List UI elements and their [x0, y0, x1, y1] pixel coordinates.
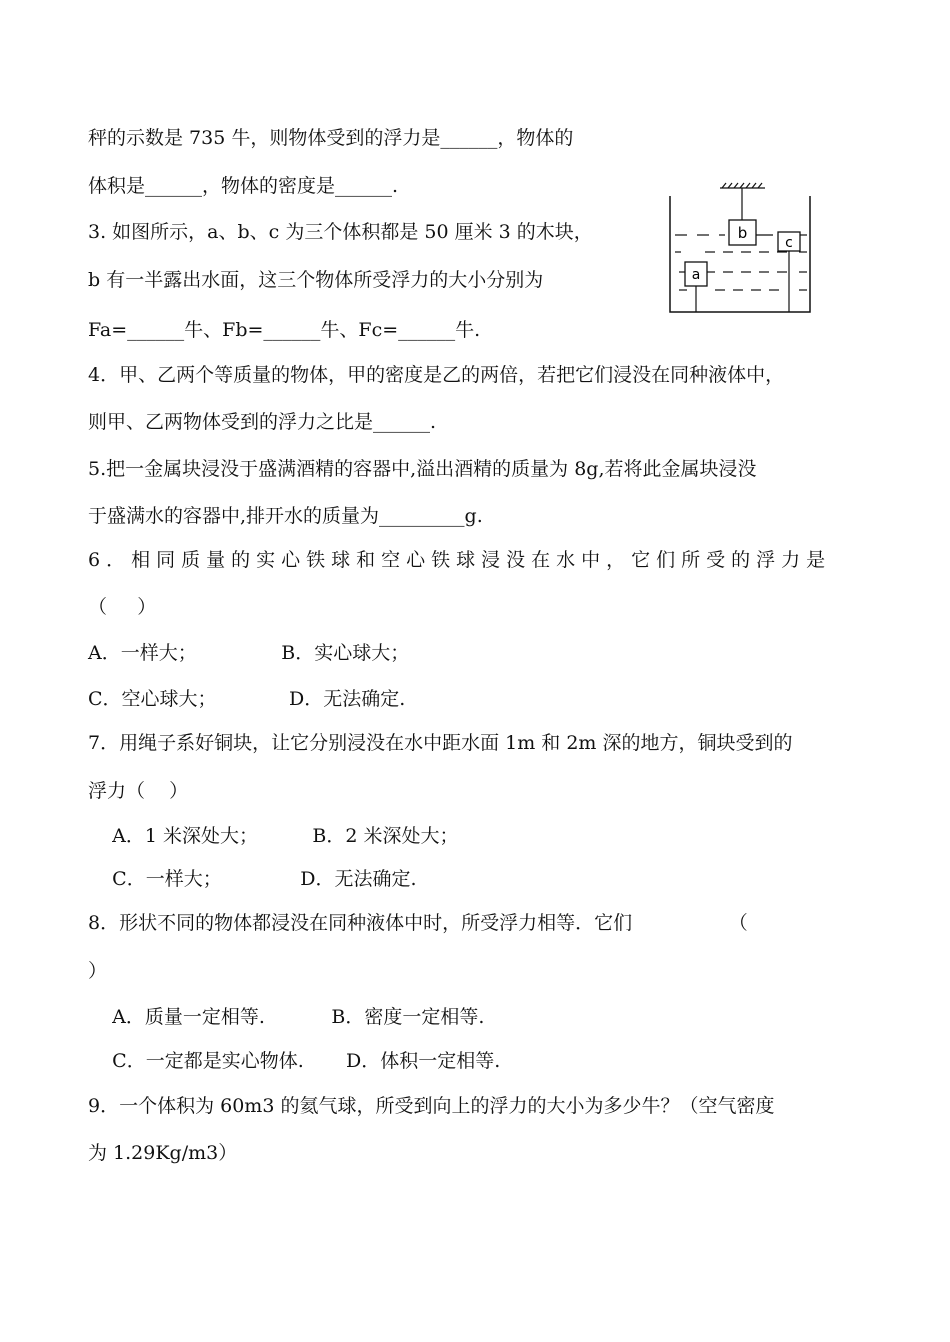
text-line: 为 1.29Kg/m3）	[88, 1142, 238, 1164]
option-line: A．质量一定相等. B．密度一定相等.	[88, 1006, 485, 1028]
text-line: b 有一半露出水面，这三个物体所受浮力的大小分别为	[88, 269, 544, 291]
question-8-line: 8．形状不同的物体都浸没在同种液体中时，所受浮力相等．它们 （	[88, 912, 748, 934]
question-6-line: 6．相同质量的实心铁球和空心铁球浸没在水中，它们所受的浮力是	[88, 549, 832, 571]
buoyancy-diagram	[665, 180, 815, 320]
text-line: 则甲、乙两物体受到的浮力之比是______.	[88, 411, 437, 433]
question-3-line: 3. 如图所示，a、b、c 为三个体积都是 50 厘米 3 的木块，	[88, 221, 593, 243]
text-line: ）	[88, 960, 108, 982]
option-line: C．一样大； D．无法确定.	[88, 868, 417, 890]
option-line: A．1 米深处大； B．2 米深处大；	[88, 825, 459, 847]
text-line: 于盛满水的容器中,排开水的质量为_________g.	[88, 505, 483, 527]
question-9-line: 9．一个体积为 60m3 的氦气球，所受到向上的浮力的大小为多少牛？（空气密度	[88, 1095, 775, 1117]
option-line: A．一样大； B．实心球大；	[88, 642, 410, 664]
question-7-line: 7．用绳子系好铜块，让它分别浸没在水中距水面 1m 和 2m 深的地方，铜块受到的	[88, 732, 793, 754]
block-a-label: a	[691, 267, 701, 283]
question-4-line: 4．甲、乙两个等质量的物体，甲的密度是乙的两倍，若把它们浸没在同种液体中，	[88, 364, 785, 386]
text-line: （ ）	[88, 596, 157, 618]
block-c-label: c	[785, 235, 793, 251]
text-line: 浮力（ ）	[88, 780, 189, 802]
option-line: C．空心球大； D．无法确定.	[88, 688, 406, 710]
text-line: 秤的示数是 735 牛，则物体受到的浮力是______，物体的	[88, 127, 574, 149]
text-line: Fa=______牛、Fb=______牛、Fc=______牛.	[88, 319, 481, 341]
block-b-label: b	[737, 224, 748, 242]
ceiling-hatch	[720, 183, 765, 188]
text-line: 体积是______，物体的密度是______.	[88, 175, 399, 197]
option-line: C．一定都是实心物体. D．体积一定相等.	[88, 1050, 501, 1072]
question-5-line: 5.把一金属块浸没于盛满酒精的容器中,溢出酒精的质量为 8g,若将此金属块浸没	[88, 458, 757, 480]
